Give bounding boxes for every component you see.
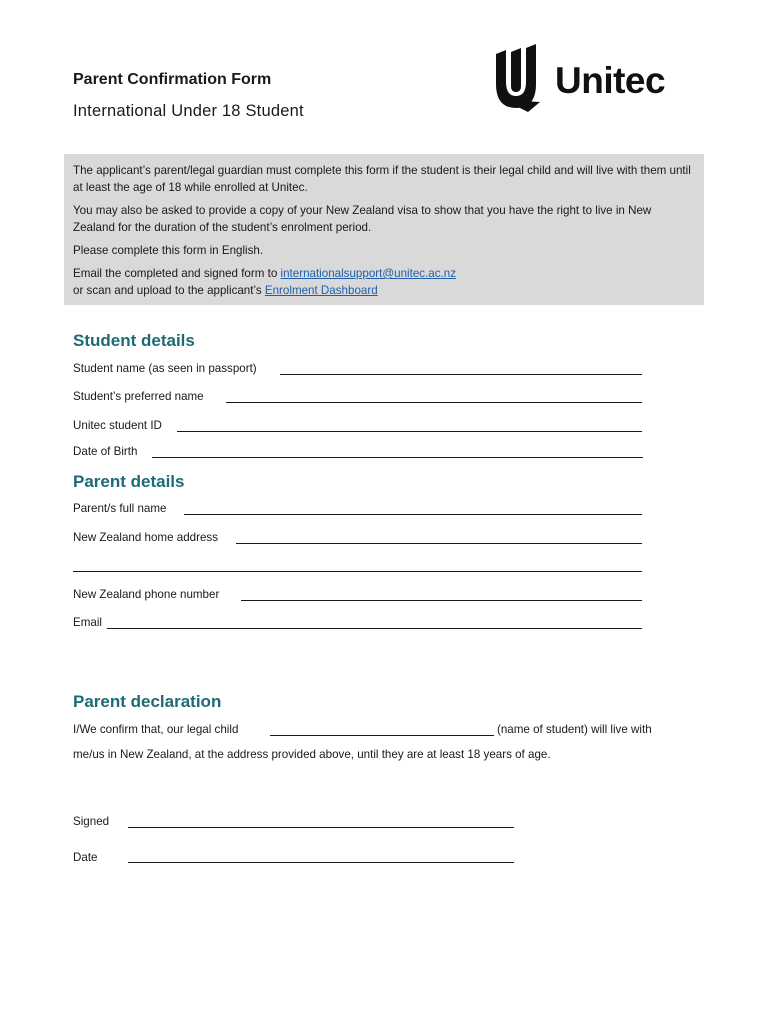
enrolment-dashboard-link[interactable]: Enrolment Dashboard (264, 284, 378, 297)
email-field[interactable] (107, 628, 642, 629)
preferred-name-label: Student’s preferred name (73, 390, 204, 403)
signature-field[interactable] (128, 827, 514, 828)
phone-label: New Zealand phone number (73, 588, 220, 601)
declaration-prefix: I/We confirm that, our legal child (73, 723, 239, 736)
instructions-box (64, 154, 704, 305)
parent-name-field[interactable] (184, 514, 642, 515)
email-label: Email (73, 616, 102, 629)
parent-details-heading: Parent details (73, 472, 185, 491)
student-details-heading: Student details (73, 331, 195, 350)
child-name-field[interactable] (270, 735, 494, 736)
email-prefix: Email the completed and signed form to (73, 267, 281, 280)
student-id-label: Unitec student ID (73, 419, 162, 432)
support-email-link[interactable]: internationalsupport@unitec.ac.nz (280, 267, 456, 280)
upload-prefix: or scan and upload to the applicant’s (73, 284, 265, 297)
dob-label: Date of Birth (73, 445, 138, 458)
email-instruction (73, 265, 694, 282)
declaration-line2: me/us in New Zealand, at the address provided above, until they are at least 18 years of age. (73, 748, 551, 761)
intro-paragraph: The applicant’s parent/legal guardian must complete this form if the student is their legal child and will live with them until at least the age of 18 while enrolled at Unitec. (73, 164, 691, 194)
date-label: Date (73, 851, 98, 864)
intro-paragraph: Please complete this form in English. (73, 244, 264, 257)
address-field[interactable] (236, 543, 642, 544)
address-field-line2[interactable] (73, 571, 642, 572)
parent-name-label: Parent/s full name (73, 502, 167, 515)
student-id-field[interactable] (177, 431, 642, 432)
address-label: New Zealand home address (73, 531, 219, 544)
dob-field[interactable] (152, 457, 643, 458)
upload-instruction (73, 282, 694, 299)
logo-wordmark: Unitec (555, 60, 666, 101)
date-field[interactable] (128, 862, 514, 863)
declaration-suffix: (name of student) will live with (497, 723, 652, 736)
parent-declaration-heading: Parent declaration (73, 692, 222, 711)
intro-paragraph: You may also be asked to provide a copy of your New Zealand visa to show that you have the right to live in New Zealand for the duration of the student’s enrolment period. (73, 204, 652, 234)
phone-field[interactable] (241, 600, 642, 601)
preferred-name-field[interactable] (226, 402, 642, 403)
signed-label: Signed (73, 815, 110, 828)
student-name-field[interactable] (280, 374, 642, 375)
student-name-label: Student name (as seen in passport) (73, 362, 257, 375)
page-subtitle: International Under 18 Student (73, 102, 304, 120)
page-title: Parent Confirmation Form (73, 71, 272, 88)
